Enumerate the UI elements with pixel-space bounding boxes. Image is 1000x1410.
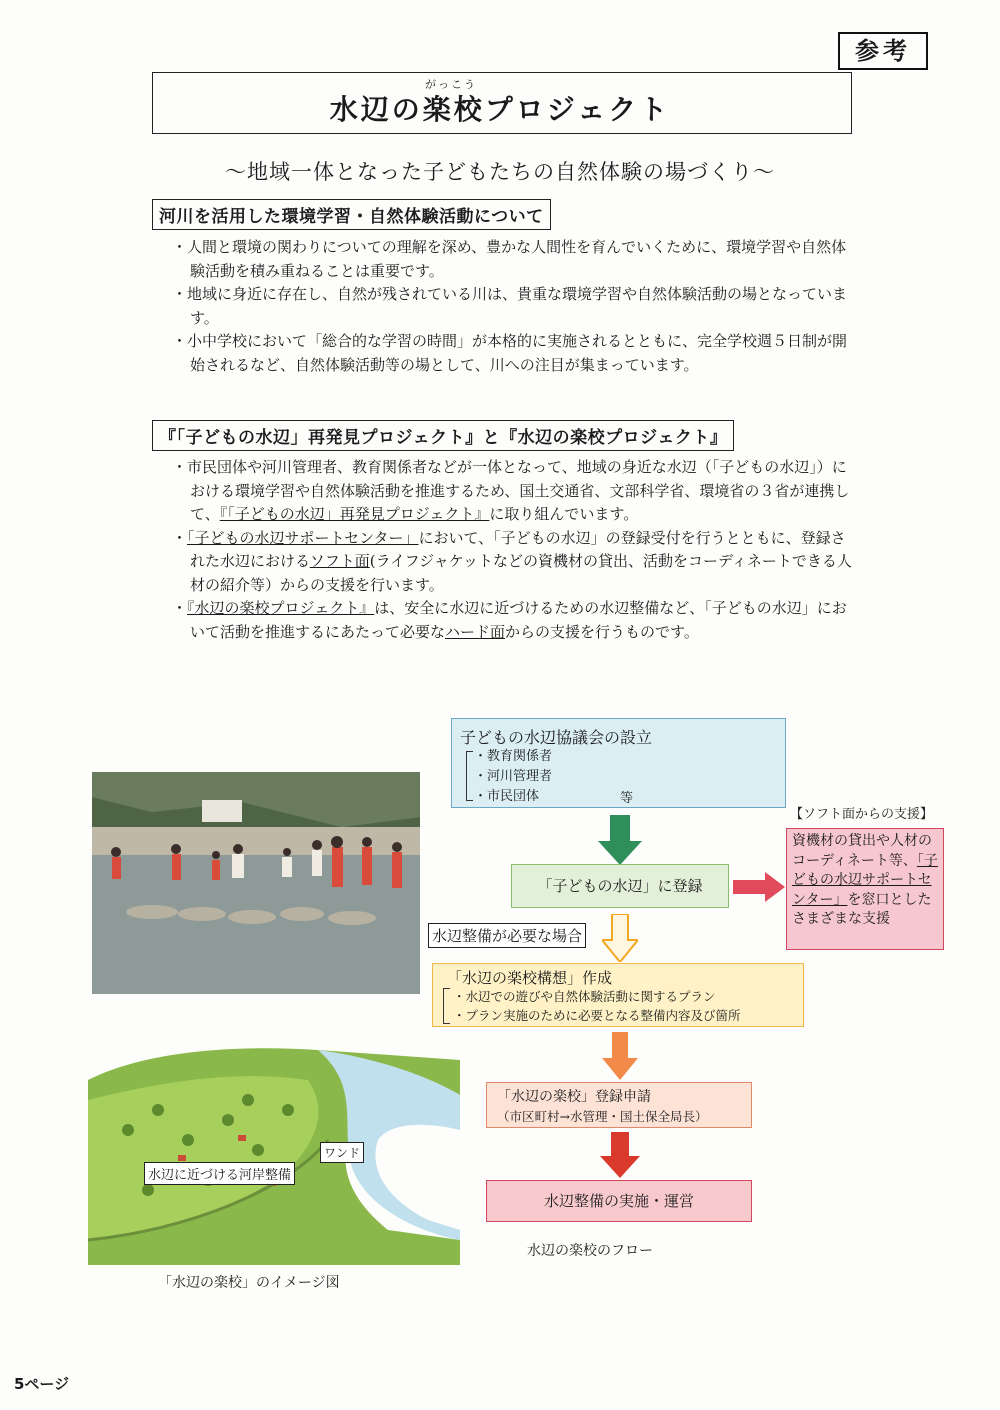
apply-sub: （市区町村→水管理・国土保全局長） <box>497 1109 708 1124</box>
section2-bullet-2: ・「子どもの水辺サポートセンター」において、「子どもの水辺」の登録受付を行うとともに、登録された水辺におけるソフト面(ライフジャケットなどの資機材の貸出、活動をコーディネートできる人材の紹介等）からの支援を行います。 <box>172 528 852 594</box>
soft-aspect-link: ソフト面 <box>309 552 370 570</box>
hard-aspect-link: ハード面 <box>445 622 506 641</box>
plan-title: 「水辺の楽校構想」作成 <box>447 969 613 987</box>
down-arrow-red <box>600 1132 640 1178</box>
illustration-caption: 「水辺の楽校」のイメージ図 <box>158 1275 340 1291</box>
kodomo-mizube-project-link: 『「子どもの水辺」再発見プロジェクト』 <box>219 505 490 523</box>
flow-apply-box <box>486 1082 752 1128</box>
flow-plan-box <box>432 963 804 1027</box>
page-title: 水辺の楽校プロジェクト <box>329 93 671 126</box>
council-etc: 等 <box>620 791 634 806</box>
section1-bullet: ・小中学校において「総合的な学習の時間」が本格的に実施されるとともに、完全学校週５日制が開始されるなど、自然体験活動等の場として、川への注目が集まっています。 <box>172 332 848 374</box>
council-list: ・教育関係者 ・河川管理者 ・市民団体 <box>474 749 553 804</box>
flow-council-box <box>451 718 786 808</box>
mizube-gakko-illustration <box>88 1040 460 1265</box>
apply-title: 「水辺の楽校」登録申請 <box>497 1089 651 1105</box>
soft-support-label: 【ソフト面からの支援】 <box>790 807 934 822</box>
section1-bullets <box>172 236 852 377</box>
down-arrow-orange <box>602 914 638 962</box>
section2-bullet-3: ・『水辺の楽校プロジェクト』は、安全に水辺に近づけるための水辺整備など、「子どもの水辺」において活動を推進するにあたって必要なハード面からの支援を行うものです。 <box>172 599 847 641</box>
plan-list: ・水辺での遊びや自然体験活動に関するプラン ・プラン実施のために必要となる整備内容及び箇所 <box>453 989 741 1023</box>
down-arrow-green <box>598 815 642 865</box>
council-bracket <box>466 751 473 801</box>
riverbank-label: 水辺に近づける河岸整備 <box>144 1162 295 1185</box>
flow-soft-support-box: 資機材の貸出や人材のコーディネート等、「子どもの水辺サポートセンター」を窓口としたさまざまな支援 <box>786 828 944 950</box>
section1-bullet: ・人間と環境の関わりについての理解を深め、豊かな人間性を育んでいくために、環境学習や自然体験活動を積み重ねることは重要です。 <box>172 238 847 280</box>
condition-label: 水辺整備が必要な場合 <box>428 923 586 948</box>
flow-register-box: 「子どもの水辺」に登録 <box>511 864 729 908</box>
right-arrow-red <box>733 872 785 902</box>
soft-support-center-link: 「子どもの水辺サポートセンター」 <box>792 852 938 908</box>
flow-caption: 水辺の楽校のフロー <box>527 1243 653 1259</box>
section2-bullets <box>172 456 852 644</box>
council-title: 子どもの水辺協議会の設立 <box>460 728 653 747</box>
support-center-link: 「子どもの水辺サポートセンター」 <box>187 528 419 547</box>
section1-bullet: ・地域に身近に存在し、自然が残されている川は、貴重な環境学習や自然体験活動の場となっています。 <box>172 285 848 327</box>
plan-bracket <box>443 988 450 1024</box>
section2-bullet-1: ・市民団体や河川管理者、教育関係者などが一体となって、地域の身近な水辺（「子どもの水辺」）における環境学習や自然体験活動を推進するため、国土交通省、文部科学省、環境省の３省が連携して、『「子どもの水辺」再発見プロジェクト』に取り組んでいます。 <box>172 458 850 523</box>
title-ruby: がっこう <box>425 78 477 91</box>
reference-badge: 参考 <box>838 32 928 70</box>
section2-heading: 『「子どもの水辺」再発見プロジェクト』と『水辺の楽校プロジェクト』 <box>152 420 734 451</box>
river-activity-photo <box>92 772 420 994</box>
down-arrow-orange-2 <box>602 1032 638 1080</box>
section1-heading: 河川を活用した環境学習・自然体験活動について <box>152 199 551 230</box>
mizube-gakko-project-link: 『水辺の楽校プロジェクト』 <box>187 599 375 617</box>
wando-label: ワンド <box>320 1142 364 1163</box>
page-number: 5ページ <box>14 1375 70 1393</box>
page-subtitle: ～地域一体となった子どもたちの自然体験の場づくり～ <box>225 160 775 184</box>
flow-implement-box: 水辺整備の実施・運営 <box>486 1180 752 1222</box>
